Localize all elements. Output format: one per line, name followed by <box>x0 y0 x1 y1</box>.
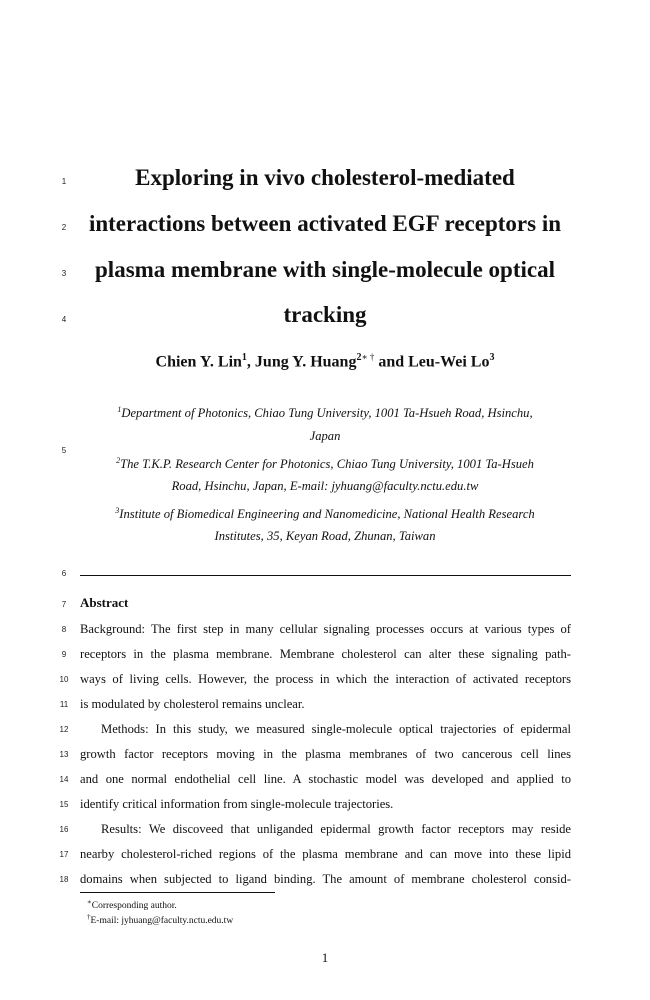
affiliation-marker: 1 <box>241 352 247 363</box>
affiliation-line: $^1$Department of Photonics, Chiao Tung University, 1001 Ta-Hsueh Road, Hsinchu, <box>117 405 533 421</box>
line-number: 9 <box>61 650 67 659</box>
affiliation-line: $^2$The T.K.P. Research Center for Photonics, Chiao Tung University, 1001 Ta-Hsueh <box>116 456 534 472</box>
line-number: 10 <box>59 675 69 684</box>
footnote-marker: ∗ † <box>361 352 375 362</box>
abstract-text-line: ways of living cells. However, the process in which the interaction of activated receptors <box>80 672 571 686</box>
line-number: 14 <box>59 775 69 784</box>
paper-title-line: plasma membrane with single-molecule optical <box>95 257 555 282</box>
line-number: 8 <box>61 625 67 634</box>
line-number: 2 <box>61 223 67 232</box>
abstract-text-line: domains when subjected to ligand binding. The amount of membrane cholesterol consid- <box>80 872 571 886</box>
paper-title-line: interactions between activated EGF receptors in <box>88 211 562 236</box>
abstract-text-line: nearby cholesterol-riched regions of the plasma membrane and can move into these lipid <box>80 847 571 861</box>
author-name: Chien Y. Lin <box>155 353 242 371</box>
line-number: 12 <box>59 725 69 734</box>
author-name: and Leu-Wei Lo <box>374 353 490 371</box>
horizontal-rule <box>80 575 571 576</box>
paper-title-line: tracking <box>283 302 367 327</box>
author-list <box>78 352 572 371</box>
affiliation-marker: 3 <box>489 352 495 363</box>
line-number: 16 <box>59 825 69 834</box>
footnote: †E-mail: jyhuang@faculty.nctu.edu.tw <box>87 913 234 927</box>
affiliation-line: Japan <box>309 429 341 443</box>
affiliation-line: $^3$Institute of Biomedical Engineering and Nanomedicine, National Health Research <box>115 506 535 522</box>
author-name: Jung Y. Huang <box>254 353 357 371</box>
page-number: 1 <box>321 950 329 965</box>
line-number: 6 <box>61 569 67 578</box>
abstract-text-line: and one normal endothelial cell line. A stochastic model was developed and applied to <box>80 772 571 786</box>
abstract-text-line: growth factor receptors moving in the plasma membranes of two cancerous cell lines <box>80 747 571 761</box>
line-number: 17 <box>59 850 69 859</box>
line-number: 18 <box>59 875 69 884</box>
affiliation-line: Road, Hsinchu, Japan, E-mail: jyhuang@faculty.nctu.edu.tw <box>171 479 479 493</box>
line-number: 4 <box>61 315 67 324</box>
affiliation-line: Institutes, 35, Keyan Road, Zhunan, Taiwan <box>214 529 436 543</box>
footnote-rule <box>80 892 275 893</box>
abstract-text-line: Methods: In this study, we measured single-molecule optical trajectories of epidermal <box>101 722 571 736</box>
line-number: 5 <box>61 446 67 455</box>
abstract-text-line: Background: The first step in many cellular signaling processes occurs at various types of <box>80 622 571 636</box>
line-number: 15 <box>59 800 69 809</box>
abstract-text-line: is modulated by cholesterol remains unclear. <box>80 697 305 711</box>
line-number: 11 <box>59 700 69 709</box>
paper-title-line: Exploring in vivo cholesterol-mediated <box>135 165 515 190</box>
abstract-text-line: Results: We discoveed that unliganded epidermal growth factor receptors may reside <box>101 822 571 836</box>
affiliation-marker: 2 <box>356 352 362 363</box>
abstract-text-line: identify critical information from single-molecule trajectories. <box>80 797 394 811</box>
author-separator: , <box>246 353 255 371</box>
line-number: 3 <box>61 269 67 278</box>
line-number: 1 <box>61 177 67 186</box>
footnote: ∗Corresponding author. <box>87 898 177 912</box>
abstract-text-line: receptors in the plasma membrane. Membrane cholesterol can alter these signaling path- <box>80 647 571 661</box>
abstract-heading: Abstract <box>80 595 129 610</box>
line-number: 7 <box>61 600 67 609</box>
line-number: 13 <box>59 750 69 759</box>
